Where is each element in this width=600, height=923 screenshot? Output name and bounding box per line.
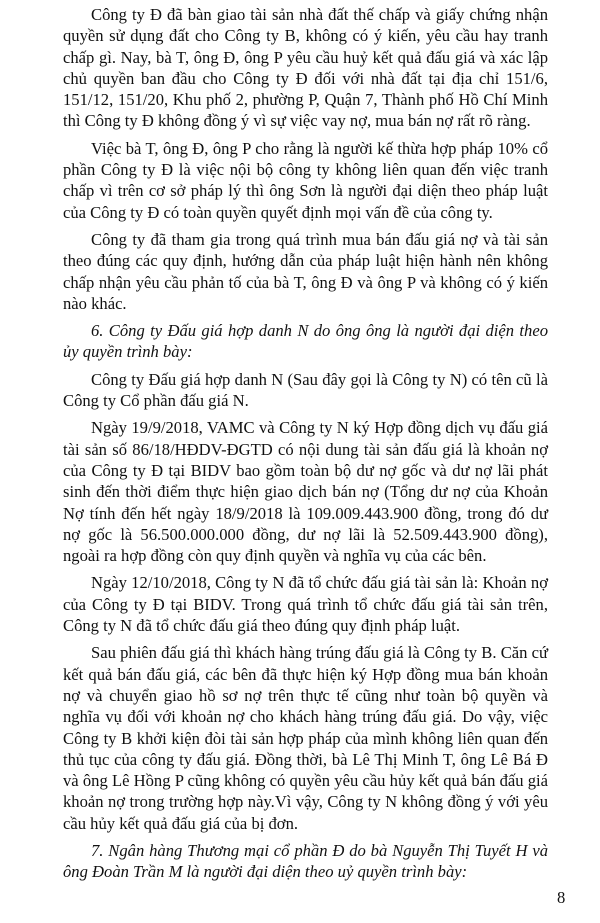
section-heading-auction-company: 6. Công ty Đấu giá hợp danh N do ông ông là người đại diện theo ủy quyền trình bày: [63, 321, 548, 362]
paragraph-service-contract: Ngày 19/9/2018, VAMC và Công ty N ký Hợp đồng dịch vụ đấu giá tài sản số 86/18/HĐDV-ĐGTD có nội dung tài sản đấu giá là khoản nợ của Công ty Đ tại BIDV bao gồm toàn bộ dư nợ gốc và dư nợ lãi phát sinh đến thời điểm thực hiện giao dịch bán nợ (Tổng dư nợ của Khoản Nợ tính đến hết ngày 18/9/2018 là 109.009.443.900 đồng, trong đó dư nợ gốc là 56.500.000.000 đồng, dư nợ lãi là 52.509.443.900 đồng), ngoài ra hợp đồng còn quy định quyền và nghĩa vụ của các bên. [63, 418, 548, 566]
paragraph-handover-assets: Công ty Đ đã bàn giao tài sản nhà đất thế chấp và giấy chứng nhận quyền sử dụng đất cho Công ty B, không có ý kiến, yêu cầu hay tranh chấp gì. Nay, bà T, ông Đ, ông P yêu cầu huỷ kết quả đấu giá và xác lập chủ quyền ban đầu cho Công ty Đ đối với nhà đất tại địa chỉ 151/6, 151/12, 151/20, Khu phố 2, phường P, Quận 7, Thành phố Hồ Chí Minh thì Công ty Đ không đồng ý vì sự việc vay nợ, mua bán nợ rất rõ ràng. [63, 5, 548, 131]
paragraph-auction-held: Ngày 12/10/2018, Công ty N đã tổ chức đấu giá tài sản là: Khoản nợ của Công ty Đ tại BIDV. Trong quá trình tổ chức đấu giá tài sản trên, Công ty N đã tổ chức đấu giá theo đúng quy định pháp luật. [63, 573, 548, 636]
paragraph-shares-claim: Việc bà T, ông Đ, ông P cho rằng là người kế thừa hợp pháp 10% cổ phần Công ty Đ là việc nội bộ công ty không liên quan đến việc tranh chấp vì trên cơ sở pháp lý thì ông Sơn là người đại diện theo pháp luật của Công ty Đ có toàn quyền quyết định mọi vấn đề của công ty. [63, 138, 548, 222]
page-number: 8 [557, 888, 566, 907]
paragraph-company-n-name: Công ty Đấu giá hợp danh N (Sau đây gọi là Công ty N) có tên cũ là Công ty Cổ phần đấu giá N. [63, 369, 548, 411]
paragraph-auction-winner: Sau phiên đấu giá thì khách hàng trúng đấu giá là Công ty B. Căn cứ kết quả bán đấu giá, các bên đã thực hiện ký Hợp đồng mua bán khoản nợ và chuyển giao hồ sơ nợ trên thực tế cũng như toàn bộ quyền và nghĩa vụ đối với khoản nợ cho khách hàng trúng đấu giá. Do vậy, việc Công ty B khởi kiện đòi tài sản hợp pháp của mình không liên quan đến thủ tục của công ty đấu giá. Đồng thời, bà Lê Thị Minh T, ông Lê Bá Đ và ông Lê Hồng P cũng không có quyền yêu cầu hủy kết quả bán đấu giá khoản nợ trong trường hợp này.Vì vậy, Công ty N không đồng ý với yêu cầu hủy kết quả đấu giá của bị đơn. [63, 643, 548, 833]
paragraph-company-position: Công ty đã tham gia trong quá trình mua bán đấu giá nợ và tài sản theo đúng các quy định, hướng dẫn của pháp luật hiện hành nên không chấp nhận yêu cầu phản tố của bà T, ông Đ và ông P và không có ý kiến nào khác. [63, 229, 548, 313]
section-heading-bank: 7. Ngân hàng Thương mại cổ phần Đ do bà Nguyễn Thị Tuyết H và ông Đoàn Trần M là người đại diện theo uỷ quyền trình bày: [63, 840, 548, 882]
